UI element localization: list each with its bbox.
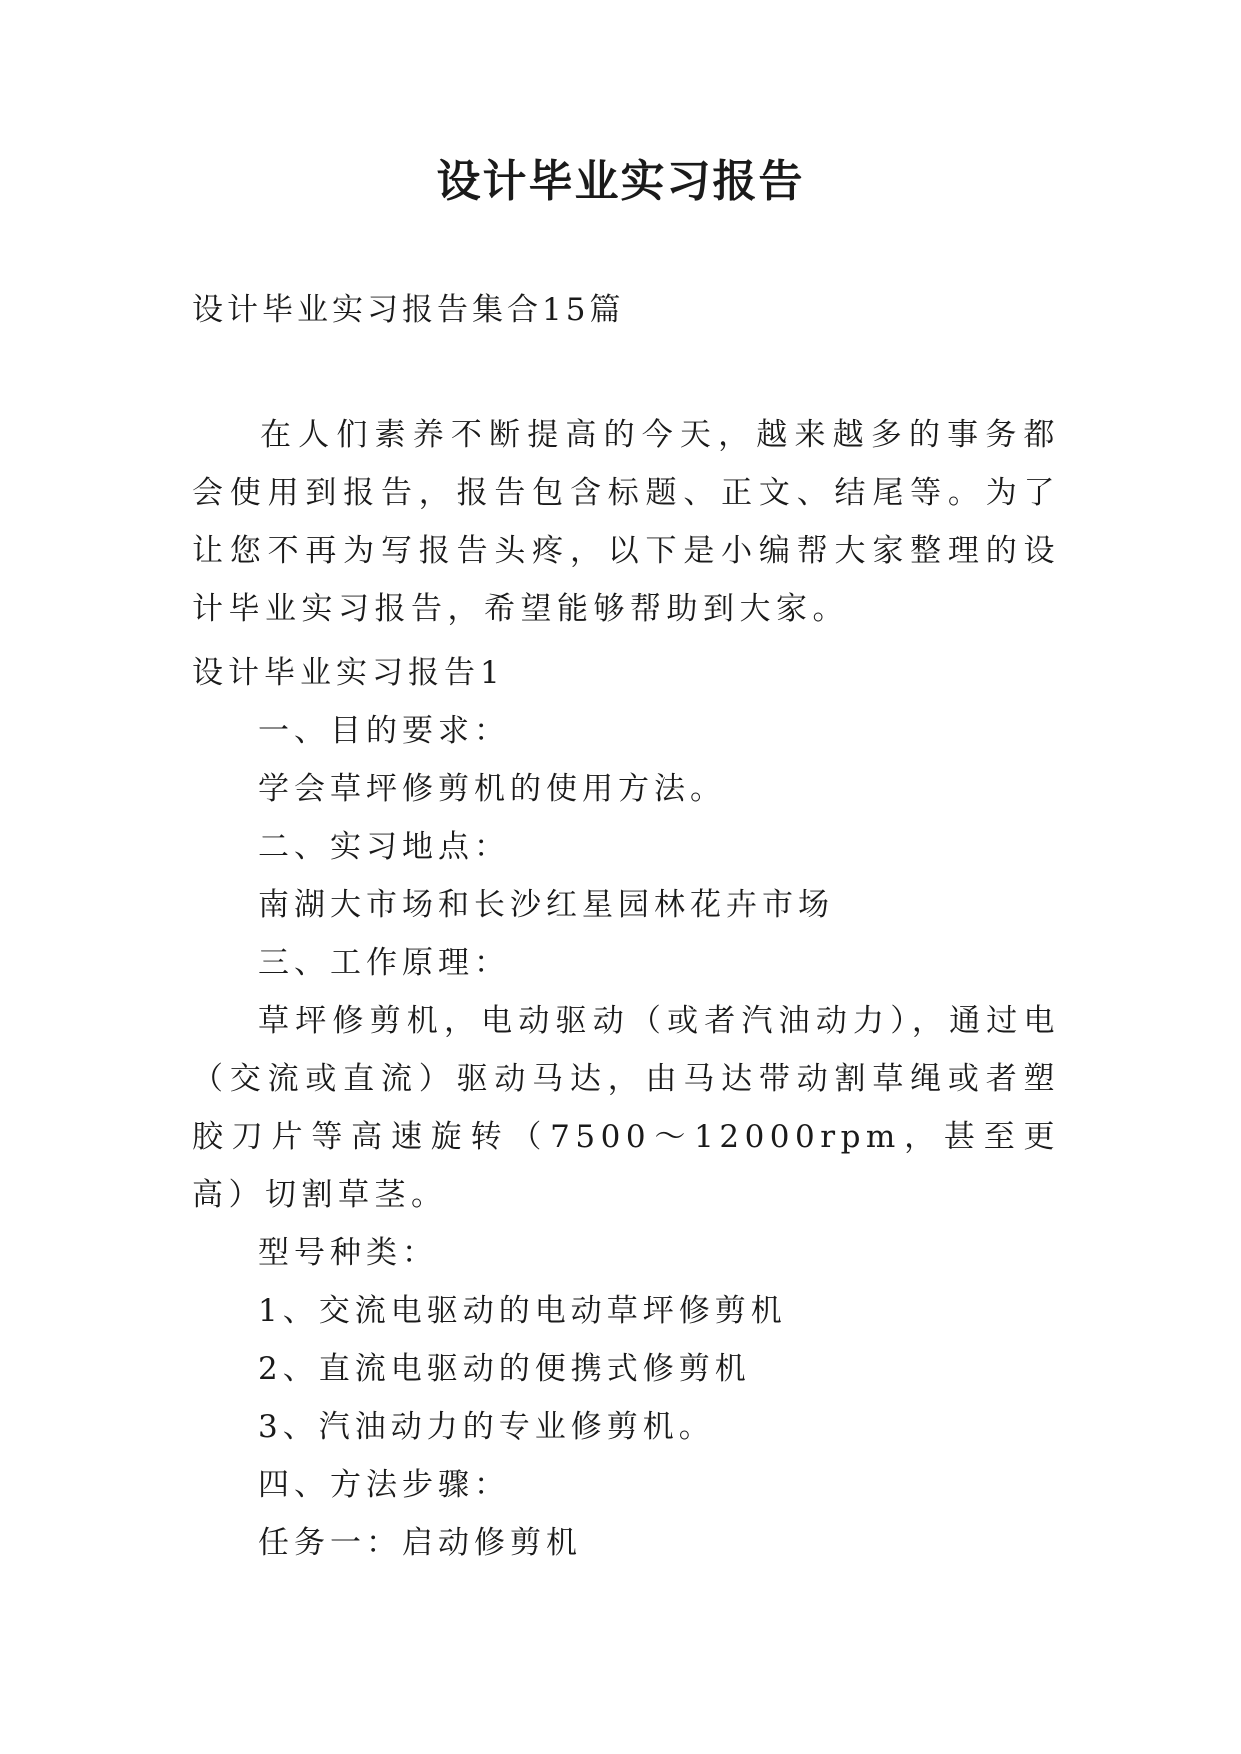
model-item-1: 1、交流电驱动的电动草坪修剪机 xyxy=(258,1293,787,1329)
model-item-3: 3、汽油动力的专业修剪机。 xyxy=(258,1409,715,1445)
model-item-2: 2、直流电驱动的便携式修剪机 xyxy=(258,1351,751,1387)
intro-paragraph: 在人们素养不断提高的今天，越来越多的事务都会使用到报告，报告包含标题、正文、结尾等。为了让您不再为写报告头疼，以下是小编帮大家整理的设计毕业实习报告，希望能够帮助到大家。 xyxy=(192,417,1060,627)
principle-paragraph: 草坪修剪机，电动驱动（或者汽油动力），通过电（交流或直流）驱动马达，由马达带动割草绳或者塑胶刀片等高速旋转（7500～12000rpm，甚至更高）切割草茎。 xyxy=(192,1003,1060,1213)
section-heading: 设计毕业实习报告1 xyxy=(192,655,505,691)
location-text: 南湖大市场和长沙红星园林花卉市场 xyxy=(258,887,834,923)
heading-purpose: 一、目的要求： xyxy=(258,713,510,749)
task-1: 任务一：启动修剪机 xyxy=(258,1525,582,1561)
document-title: 设计毕业实习报告 xyxy=(436,156,805,207)
heading-principle: 三、工作原理： xyxy=(258,945,510,981)
heading-models: 型号种类： xyxy=(258,1235,438,1271)
heading-location: 二、实习地点： xyxy=(258,829,510,865)
purpose-text: 学会草坪修剪机的使用方法。 xyxy=(258,771,726,807)
document-subtitle: 设计毕业实习报告集合15篇 xyxy=(192,292,625,328)
heading-method: 四、方法步骤： xyxy=(258,1467,510,1503)
report-section-1 xyxy=(192,644,1060,1572)
